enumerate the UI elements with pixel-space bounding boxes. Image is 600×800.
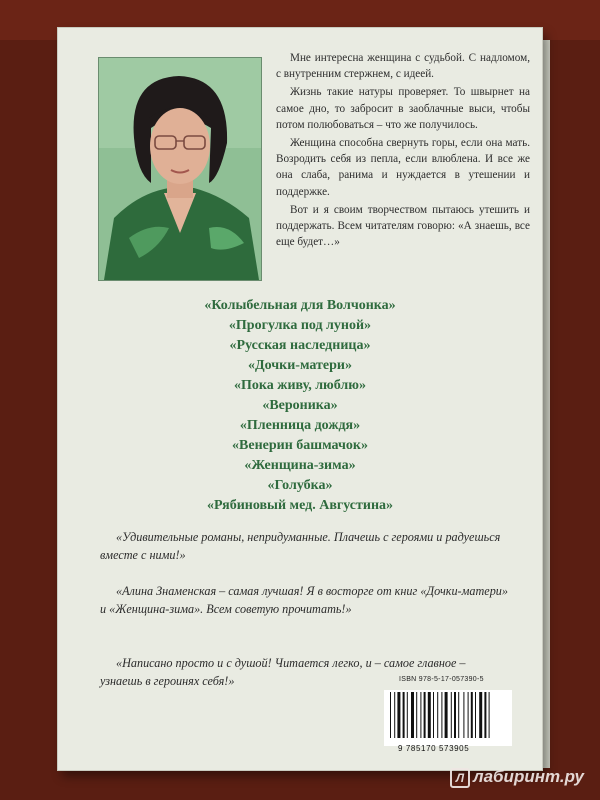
barcode-bar	[394, 692, 395, 738]
book-title: «Голубка»	[267, 478, 333, 493]
barcode	[384, 690, 512, 746]
barcode-number: 9 785170 573905	[398, 744, 470, 753]
barcode-bar	[428, 692, 431, 738]
watermark-text: лабиринт.ру	[473, 767, 584, 786]
book-title: «Вероника»	[262, 398, 338, 413]
isbn-label: ISBN 978-5-17-057390-5	[399, 676, 484, 683]
book-title: «Женщина-зима»	[244, 458, 356, 473]
barcode-bar	[445, 692, 448, 738]
review-quote: «Удивительные романы, непридуманные. Плачешь с героями и радуешься вместе с ними!»	[100, 530, 501, 562]
book-title: «Пленница дождя»	[239, 418, 361, 433]
book-title: «Венерин башмачок»	[232, 438, 368, 453]
barcode-bar	[411, 692, 414, 738]
barcode-bar	[441, 692, 442, 738]
barcode-bar	[458, 692, 459, 738]
book-title: «Пока живу, люблю»	[234, 378, 366, 393]
barcode-bar	[424, 692, 426, 738]
author-intro	[276, 50, 530, 252]
barcode-bar	[479, 692, 482, 738]
labirint-logo-icon: Л	[450, 768, 470, 788]
review-quote: «Написано просто и с душой! Читается легко, и – самое главное – узнаешь в героинях себя!»	[100, 656, 466, 688]
barcode-bar	[390, 692, 391, 738]
barcode-bar	[451, 692, 452, 738]
barcode-bar	[403, 692, 405, 738]
barcode-bar	[407, 692, 408, 738]
review-quote: «Алина Знаменская – самая лучшая! Я в восторге от книг «Дочки-матери» и «Женщина-зима». Всем советую прочитать!»	[100, 584, 508, 616]
barcode-bar	[420, 692, 421, 738]
barcode-bar	[463, 692, 464, 738]
barcode-bar	[437, 692, 438, 738]
intro-paragraph: Вот и я своим творчеством пытаюсь утешить и поддержать. Всем читателям говорю: «А знаешь, все еще будет…»	[276, 203, 530, 249]
intro-paragraph: Жизнь такие натуры проверяет. То швырнет на самое дно, то забросит в заоблачные выси, чтобы потом полюбоваться – что же получилось.	[276, 86, 530, 131]
book-title: «Прогулка под луной»	[228, 318, 372, 333]
barcode-bar	[416, 692, 417, 738]
book-title: «Русская наследница»	[229, 338, 371, 353]
book-title: «Дочки-матери»	[248, 358, 352, 373]
book-title: «Рябиновый мед. Августина»	[206, 498, 394, 513]
barcode-bar	[489, 692, 490, 738]
barcode-bar	[397, 692, 400, 738]
barcode-bar	[471, 692, 473, 738]
barcode-bar	[454, 692, 456, 738]
watermark	[450, 767, 584, 788]
barcode-bar	[484, 692, 486, 738]
barcode-bar	[433, 692, 434, 738]
barcode-bar	[475, 692, 476, 738]
author-photo	[98, 57, 262, 281]
intro-paragraph: Женщина способна свернуть горы, если она мать. Возродить себя из пепла, если влюблена. И все же она слаба, ранима и нуждается в утешении и поддержке.	[276, 137, 530, 198]
intro-paragraph: Мне интересна женщина с судьбой. С надломом, с внутренним стержнем, с идеей.	[276, 52, 530, 81]
barcode-bar	[468, 692, 469, 738]
book-title-list	[90, 296, 510, 516]
book-title: «Колыбельная для Волчонка»	[204, 298, 396, 313]
